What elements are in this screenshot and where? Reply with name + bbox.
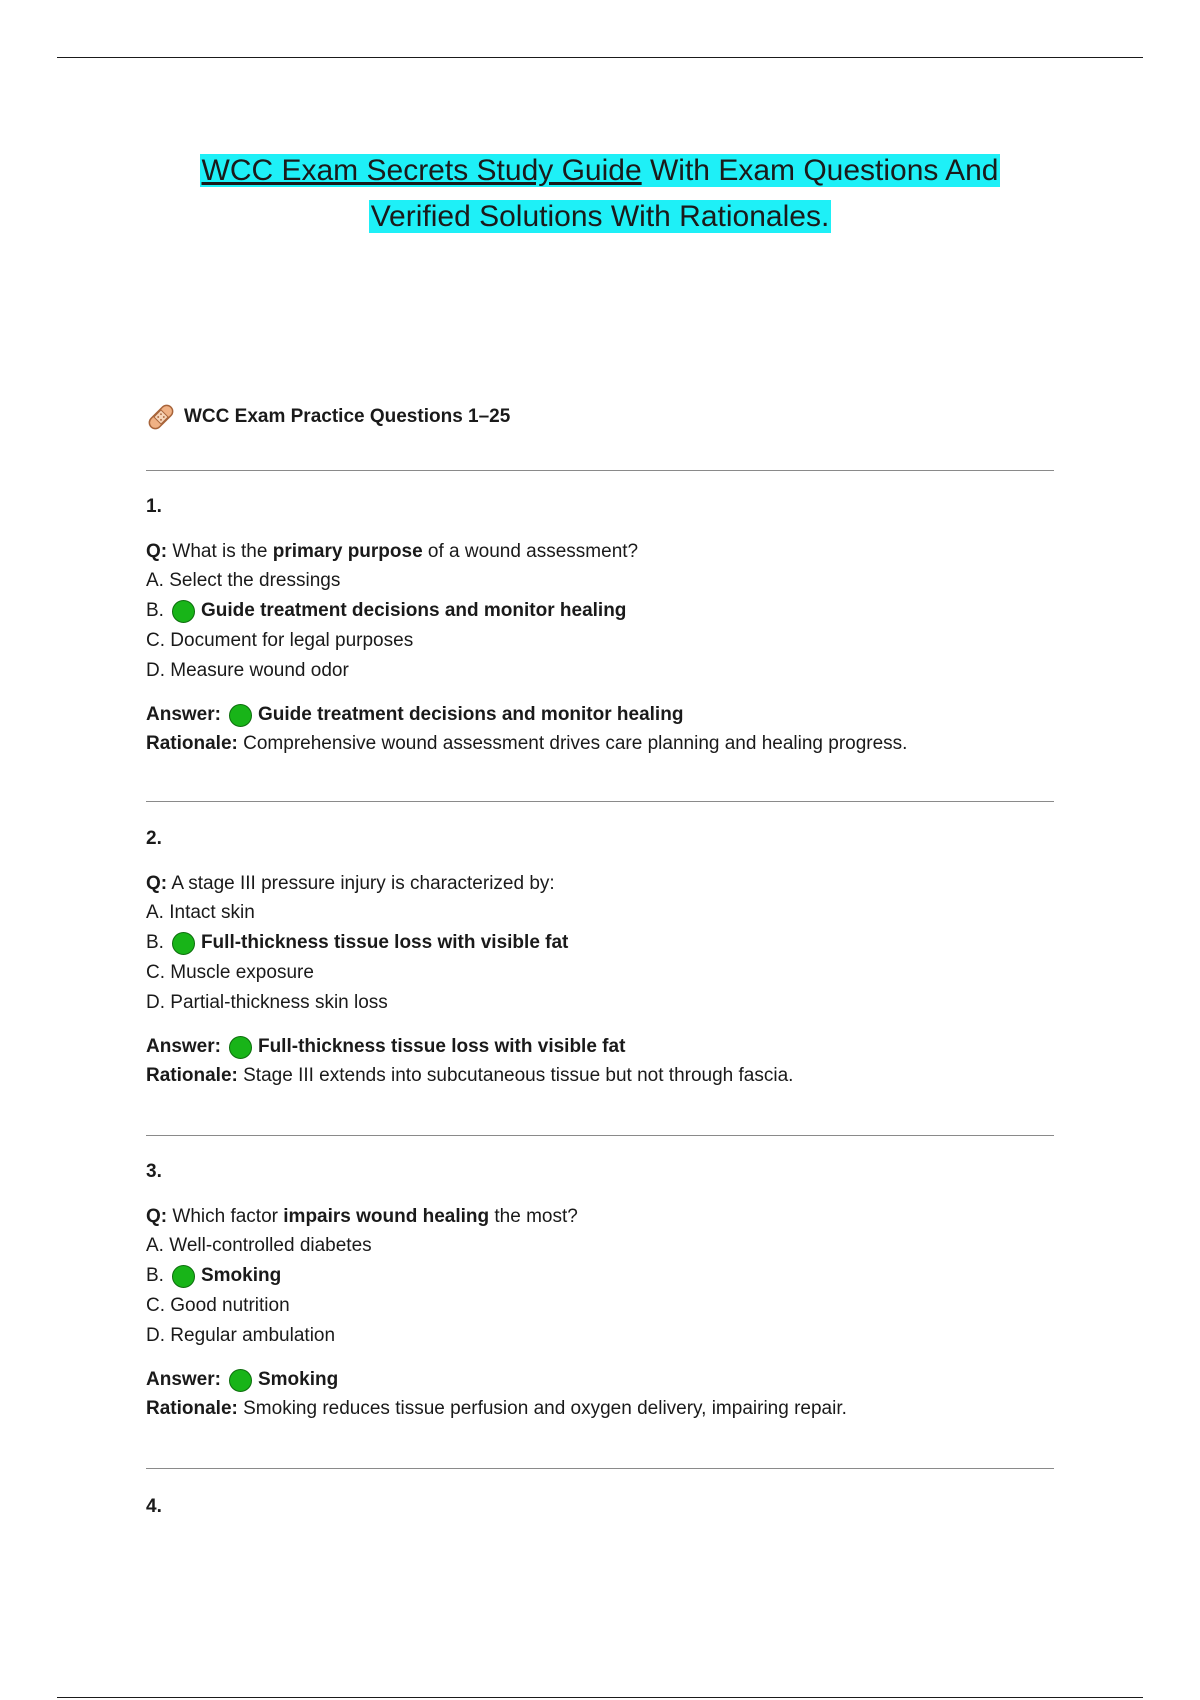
question-number: 4. — [146, 1496, 162, 1517]
correct-circle-icon — [172, 600, 195, 623]
option-d — [146, 656, 1054, 686]
bandage-icon — [146, 402, 176, 432]
option-text: Well-controlled diabetes — [163, 1235, 372, 1256]
option-b — [146, 1261, 1054, 1291]
option-c — [146, 626, 1054, 656]
option-letter: A. — [146, 570, 164, 591]
option-text: Partial-thickness skin loss — [165, 992, 388, 1013]
rationale-label: Rationale: — [146, 733, 238, 754]
q-prefix: Q: — [146, 1206, 168, 1227]
rationale-label: Rationale: — [146, 1065, 238, 1086]
question-1 — [146, 494, 1054, 758]
rationale-label: Rationale: — [146, 1398, 238, 1419]
rationale-text: Stage III extends into subcutaneous tissue but not through fascia. — [237, 1065, 794, 1086]
question-2 — [146, 826, 1054, 1090]
option-letter: C. — [146, 1295, 165, 1316]
option-text: Intact skin — [163, 902, 255, 923]
option-b — [146, 596, 1054, 626]
question-text — [146, 1203, 1054, 1231]
option-letter: D. — [146, 1325, 165, 1346]
q-text-pre: Which factor — [167, 1206, 284, 1227]
document-title — [0, 148, 1200, 240]
question-4 — [146, 1494, 1054, 1520]
option-letter: C. — [146, 630, 165, 651]
correct-circle-icon — [229, 704, 252, 727]
question-text — [146, 870, 1054, 898]
option-letter: C. — [146, 962, 165, 983]
answer-text: Guide treatment decisions and monitor healing — [257, 704, 684, 725]
option-a — [146, 566, 1054, 596]
option-letter: A. — [146, 902, 164, 923]
option-d — [146, 1321, 1054, 1351]
question-3 — [146, 1159, 1054, 1423]
question-text — [146, 538, 1054, 566]
q-text-pre: What is the — [167, 541, 273, 562]
q-text-bold: impairs wound healing — [283, 1206, 490, 1227]
page-top-rule — [57, 57, 1143, 58]
option-text: Select the dressings — [163, 570, 341, 591]
q-text-post: of a wound assessment? — [422, 541, 639, 562]
option-a — [146, 1231, 1054, 1261]
section-heading — [146, 402, 510, 432]
option-text: Guide treatment decisions and monitor healing — [200, 600, 627, 621]
option-letter: D. — [146, 992, 165, 1013]
correct-circle-icon — [229, 1036, 252, 1059]
option-text: Full-thickness tissue loss with visible fat — [200, 932, 569, 953]
q-prefix: Q: — [146, 873, 168, 894]
rationale-line — [146, 1062, 1054, 1090]
title-highlight-1 — [200, 154, 1001, 187]
q-text-body: A stage III pressure injury is characterized by: — [167, 873, 555, 894]
answer-label: Answer: — [146, 1036, 221, 1057]
correct-circle-icon — [172, 932, 195, 955]
option-b — [146, 928, 1054, 958]
question-number: 3. — [146, 1161, 162, 1182]
option-text: Document for legal purposes — [165, 630, 414, 651]
question-number: 2. — [146, 828, 162, 849]
option-a — [146, 898, 1054, 928]
page-bottom-rule — [57, 1697, 1143, 1698]
q-text-post: the most? — [489, 1206, 578, 1227]
option-letter: B. — [146, 932, 164, 953]
correct-circle-icon — [229, 1369, 252, 1392]
title-highlight-2: Verified Solutions With Rationales. — [370, 200, 830, 233]
rationale-line — [146, 1395, 1054, 1423]
title-rest-text: With Exam Questions And — [641, 154, 999, 187]
option-c — [146, 1291, 1054, 1321]
title-underlined-text: WCC Exam Secrets Study Guide — [201, 154, 642, 187]
answer-line — [146, 700, 1054, 730]
answer-text: Full-thickness tissue loss with visible fat — [257, 1036, 626, 1057]
divider — [146, 470, 1054, 471]
answer-line — [146, 1365, 1054, 1395]
option-text: Good nutrition — [165, 1295, 290, 1316]
title-line-1 — [0, 148, 1200, 194]
question-number: 1. — [146, 496, 162, 517]
divider — [146, 1135, 1054, 1136]
option-text: Muscle exposure — [165, 962, 314, 983]
answer-label: Answer: — [146, 704, 221, 725]
section-heading-text: WCC Exam Practice Questions 1–25 — [184, 406, 511, 427]
answer-line — [146, 1032, 1054, 1062]
option-d — [146, 988, 1054, 1018]
q-text-bold: primary purpose — [272, 541, 423, 562]
option-letter: A. — [146, 1235, 164, 1256]
option-text: Smoking — [200, 1265, 282, 1286]
option-text: Regular ambulation — [165, 1325, 336, 1346]
answer-label: Answer: — [146, 1369, 221, 1390]
title-line-2 — [0, 194, 1200, 240]
divider — [146, 801, 1054, 802]
option-c — [146, 958, 1054, 988]
option-letter: B. — [146, 1265, 164, 1286]
q-prefix: Q: — [146, 541, 168, 562]
rationale-text: Comprehensive wound assessment drives care planning and healing progress. — [237, 733, 908, 754]
correct-circle-icon — [172, 1265, 195, 1288]
option-text: Measure wound odor — [165, 660, 349, 681]
answer-text: Smoking — [257, 1369, 339, 1390]
rationale-line — [146, 730, 1054, 758]
rationale-text: Smoking reduces tissue perfusion and oxygen delivery, impairing repair. — [237, 1398, 847, 1419]
divider — [146, 1468, 1054, 1469]
option-letter: D. — [146, 660, 165, 681]
option-letter: B. — [146, 600, 164, 621]
